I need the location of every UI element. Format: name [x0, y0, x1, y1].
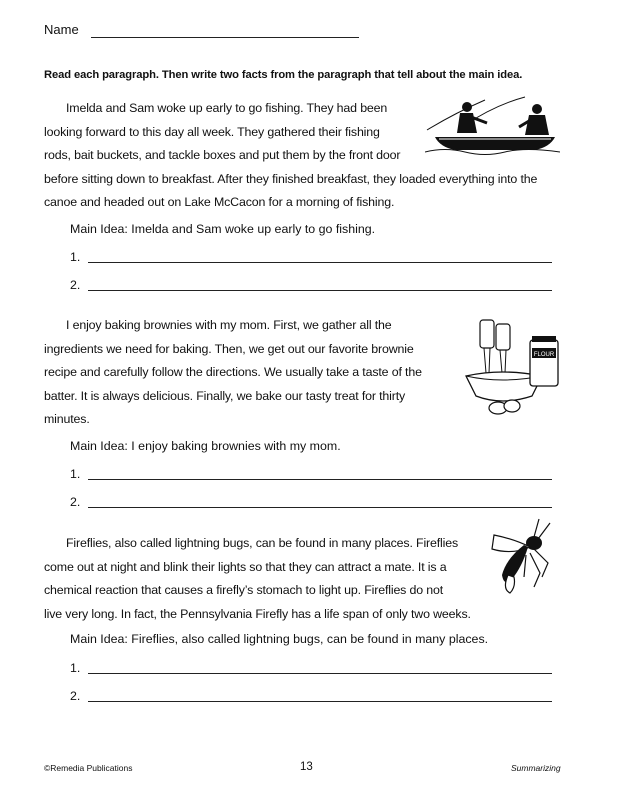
- answer-2-1-line[interactable]: [88, 479, 552, 480]
- passage-1-line: Imelda and Sam woke up early to go fishing. They had been: [66, 101, 388, 115]
- answer-3-1-number: 1.: [70, 661, 81, 675]
- answer-3-2-number: 2.: [70, 689, 81, 703]
- main-idea-3: Main Idea: Fireflies, also called lightning bugs, can be found in many places.: [70, 632, 489, 646]
- answer-3-2-line[interactable]: [88, 701, 552, 702]
- answer-1-2-line[interactable]: [88, 290, 552, 291]
- answer-1-1-number: 1.: [70, 250, 81, 264]
- main-idea-1: Main Idea: Imelda and Sam woke up early to go fishing.: [70, 222, 376, 236]
- passage-1-line: looking forward to this day all week. They gathered their fishing: [44, 124, 380, 139]
- answer-3-1-line[interactable]: [88, 673, 552, 674]
- passage-2-line: batter. It is always delicious. Finally, we bake our tasty treat for thirty: [44, 388, 406, 403]
- passage-3-line: come out at night and blink their lights so that they can attract a mate. It is a: [44, 559, 447, 574]
- passage-2-line: minutes.: [44, 412, 90, 426]
- passage-1-line: before sitting down to breakfast. After they finished breakfast, they loaded everything into the: [44, 171, 538, 186]
- topic-label: Summarizing: [511, 763, 561, 773]
- answer-2-1-number: 1.: [70, 467, 81, 481]
- passage-3-line: Fireflies, also called lightning bugs, can be found in many places. Fireflies: [66, 536, 459, 550]
- answer-2-2-number: 2.: [70, 495, 81, 509]
- fishing-boat-illustration: [425, 95, 560, 155]
- passage-1-line: canoe and headed out on Lake McCacon for a morning of fishing.: [44, 195, 395, 209]
- passage-3-line: chemical reaction that causes a firefly’s stomach to light up. Fireflies do not: [44, 583, 444, 597]
- passage-3-line: live very long. In fact, the Pennsylvania Firefly has a life span of only two weeks.: [44, 606, 471, 621]
- flour-label: FLOUR: [533, 352, 555, 358]
- passage-1-line: rods, bait buckets, and tackle boxes and put them by the front door: [44, 148, 401, 162]
- firefly-illustration: [484, 517, 562, 599]
- copyright: ©Remedia Publications: [44, 763, 133, 773]
- passage-2-line: I enjoy baking brownies with my mom. First, we gather all the: [66, 318, 392, 332]
- name-field[interactable]: [91, 37, 359, 38]
- answer-2-2-line[interactable]: [88, 507, 552, 508]
- instructions: Read each paragraph. Then write two facts from the paragraph that tell about the main idea.: [44, 69, 523, 81]
- baking-illustration: [462, 318, 562, 418]
- answer-1-2-number: 2.: [70, 278, 81, 292]
- passage-3: [44, 532, 514, 626]
- page-number: 13: [300, 761, 313, 773]
- name-label: Name: [44, 22, 79, 37]
- main-idea-2: Main Idea: I enjoy baking brownies with my mom.: [70, 439, 341, 453]
- passage-2: [44, 314, 464, 432]
- passage-2-line: recipe and carefully follow the directions. We usually take a taste of the: [44, 365, 422, 379]
- answer-1-1-line[interactable]: [88, 262, 552, 263]
- passage-2-line: ingredients we need for baking. Then, we get out our favorite brownie: [44, 341, 414, 356]
